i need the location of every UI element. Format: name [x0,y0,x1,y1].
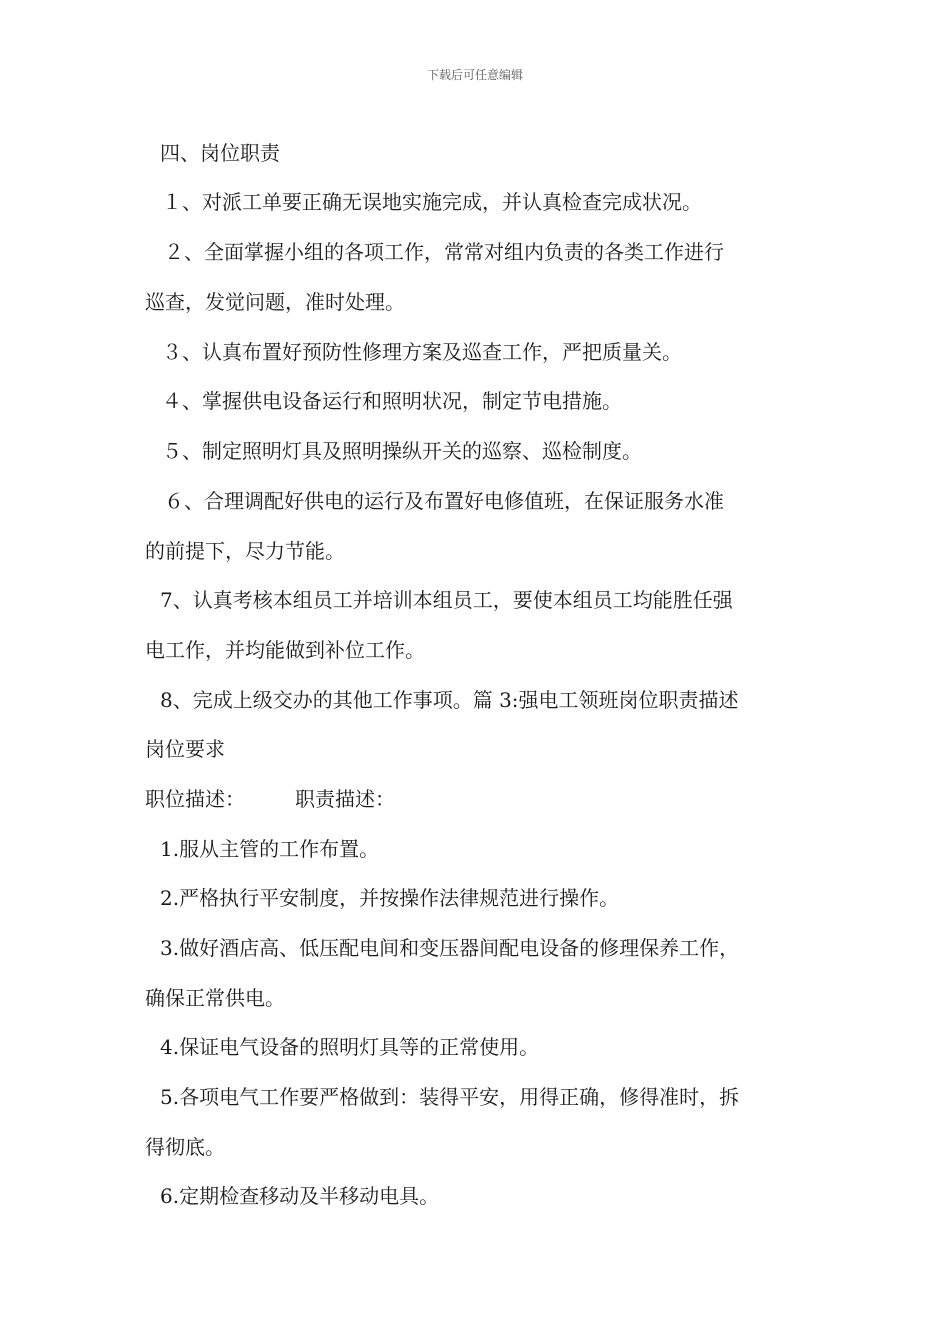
paragraph-line: 6.定期检查移动及半移动电具。 [160,1184,440,1208]
paragraph-line: 确保正常供电。 [145,986,285,1010]
paragraph-line: 1.服从主管的工作布置。 [160,837,380,861]
paragraph-line: 电工作，并均能做到补位工作。 [145,638,425,662]
paragraph-line: 岗位要求 [145,737,225,761]
page-header: 下载后可任意编辑 [426,68,523,82]
paragraph-line: １、对派工单要正确无误地实施完成，并认真检查完成状况。 [162,190,702,214]
paragraph-line: 5.各项电气工作要严格做到：装得平安，用得正确，修得准时，拆 [160,1085,740,1109]
paragraph-line: 得彻底。 [145,1135,225,1159]
paragraph-line: 8、完成上级交办的其他工作事项。篇 3:强电工领班岗位职责描述 [160,688,739,712]
paragraph-line: 3.做好酒店高、低压配电间和变压器间配电设备的修理保养工作， [160,936,740,960]
paragraph-line: 4.保证电气设备的照明灯具等的正常使用。 [160,1035,540,1059]
paragraph-line: 7、认真考核本组员工并培训本组员工，要使本组员工均能胜任强 [160,588,733,612]
paragraph-line: ３、认真布置好预防性修理方案及巡查工作，严把质量关。 [162,340,682,364]
paragraph-line: ６、合理调配好供电的运行及布置好电修值班，在保证服务水准 [164,489,724,513]
section-heading: 四、岗位职责 [160,141,280,165]
paragraph-line: 职位描述： 职责描述： [145,787,395,811]
paragraph-line: 巡查，发觉问题，准时处理。 [145,290,405,314]
paragraph-line: ５、制定照明灯具及照明操纵开关的巡察、巡检制度。 [162,439,642,463]
paragraph-line: 2.严格执行平安制度，并按操作法律规范进行操作。 [160,886,620,910]
paragraph-line: ２、全面掌握小组的各项工作，常常对组内负责的各类工作进行 [164,240,724,264]
paragraph-line: ４、掌握供电设备运行和照明状况，制定节电措施。 [162,389,622,413]
paragraph-line: 的前提下，尽力节能。 [145,539,345,563]
